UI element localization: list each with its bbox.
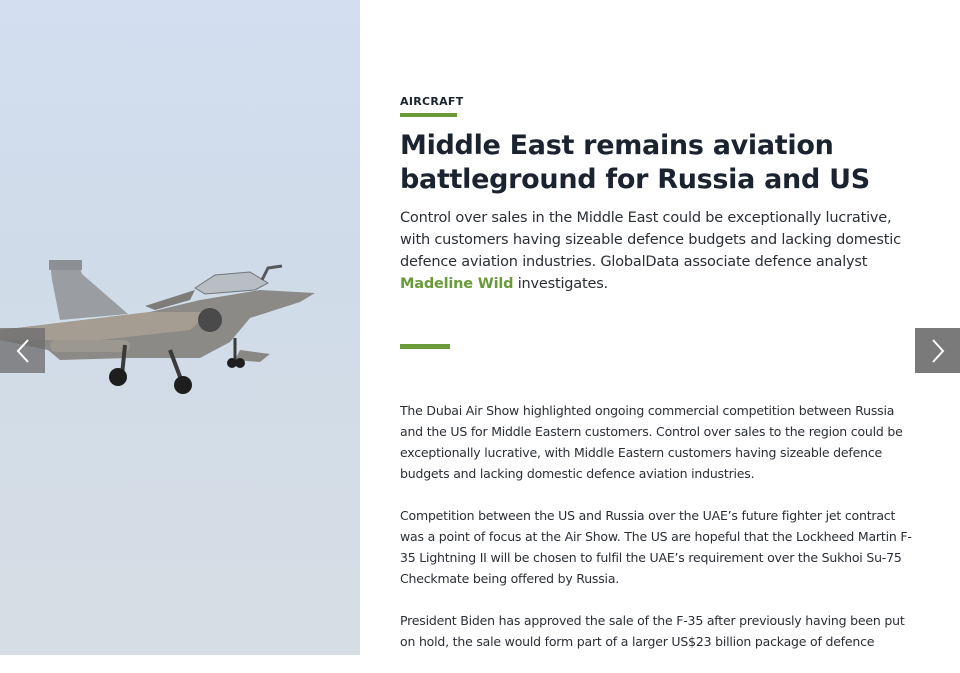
article-standfirst [400, 207, 905, 295]
article-body [400, 400, 912, 673]
hero-image [0, 0, 360, 655]
chevron-right-icon [930, 338, 946, 364]
author-link[interactable]: Madeline Wild [400, 276, 514, 292]
body-paragraph: President Biden has approved the sale of the F-35 after previously having been put on hold, the sale would form part of a larger US$23 billion package of defence [400, 613, 905, 649]
section-divider [400, 344, 450, 349]
standfirst-text: Control over sales in the Middle East could be exceptionally lucrative, with customers having sizeable defence budgets and lacking domestic defence aviation industries. GlobalData associate defence analyst [400, 210, 901, 270]
standfirst-text-end: investigates. [513, 276, 608, 292]
category-label[interactable]: AIRCRAFT [400, 95, 464, 108]
body-paragraph: Competition between the US and Russia over the UAE’s future fighter jet contract was a point of focus at the Air Show. The US are hopeful that the Lockheed Martin F-35 Lightning II will be chosen to fulfil the UAE’s requirement over the Sukhoi Su-75 Checkmate being offered by Russia. [400, 508, 912, 586]
previous-slide-button[interactable] [0, 328, 45, 373]
body-paragraph: The Dubai Air Show highlighted ongoing commercial competition between Russia and the US for Middle Eastern customers. Control over sales to the region could be exceptionally lucrative, with Middle Eastern customers having sizeable defence budgets and lacking domestic defence aviation industries. [400, 403, 903, 481]
fighter-jet-image [0, 250, 330, 410]
article-title: Middle East remains aviation battleground for Russia and US [400, 130, 870, 195]
category-underline [400, 113, 457, 117]
chevron-left-icon [15, 338, 31, 364]
next-slide-button[interactable] [915, 328, 960, 373]
